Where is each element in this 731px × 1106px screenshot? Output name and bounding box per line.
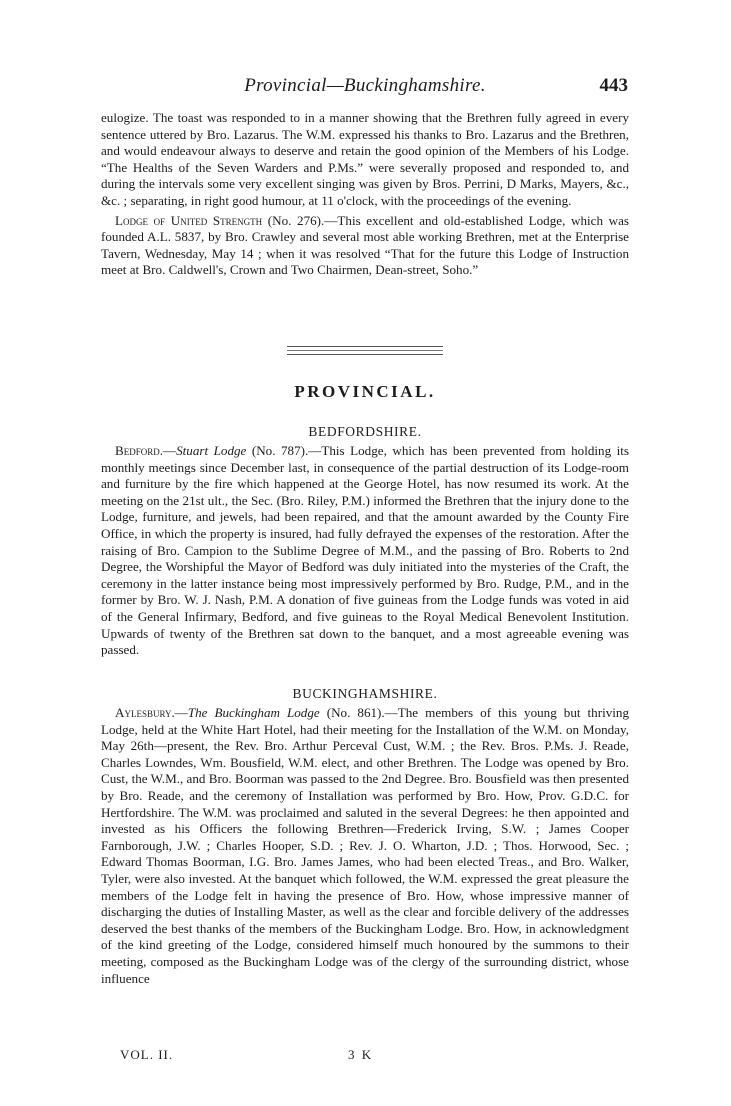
lodge-name: Stuart Lodge: [176, 443, 247, 458]
page-footer: [120, 1047, 600, 1065]
running-title: Provincial—Buckinghamshire.: [244, 75, 486, 96]
buckinghamshire-report: [101, 705, 629, 987]
paragraph-body: (No. 861).—The members of this young but thriving Lodge, held at the White Hart Hotel, had their meeting for the Installation of the W.M. on Monday, May 26th—present, the Rev. Bro. Arthur Perceval Cust, W.M. ; the Rev. Bros. P.Ms. J. Reade, Charles Lowndes, Wm. Bousfield, W.M. elect, and other Brethren. The Lodge was opened by Bro. Cust, the W.M., and Bro. Boorman was passed to the 2nd Degree. Bro. Bousfield was then presented by Bro. Reade, and the ceremony of Installation was performed by Bro. How, Prov. G.D.C. for Hertfordshire. The W.M. was proclaimed and saluted in the several Degrees: he then appointed and invested as his Officers the following Brethren—Frederick Irving, S.W. ; James Cooper Farnborough, J.W. ; Charles Hooper, S.D. ; Rev. J. O. Wharton, J.D. ; Thos. Horwood, Sec. ; Edward Thomas Boorman, I.G. Bro. James James, who had been elected Treas., and Bro. Walker, Tyler, were also invested. At the banquet which followed, the W.M. expressed the great pleasure the members of the Lodge felt in having the presence of Bro. How, whose impressive manner of discharging the duties of Installing Master, as well as the clear and forcible delivery of the addresses deserved the best thanks of the members of the Buckingham Lodge. Bro. How, in acknowledgment of the kind greeting of the Lodge, considered himself much honoured by the summons to their meeting, composed as the Buckingham Lodge was of the clergy of the surrounding district, whose influence: [101, 705, 629, 986]
continued-report: [101, 110, 629, 279]
county-heading-bedfordshire: BEDFORDSHIRE.: [308, 424, 422, 439]
signature-mark: 3 K: [348, 1047, 374, 1062]
page-number: 443: [599, 75, 628, 96]
place-lead: Bedford.: [115, 443, 164, 458]
paragraph-body: (No. 787).—This Lodge, which has been prevented from holding its monthly meetings since December last, in consequence of the partial destruction of its Lodge-room and furniture by the fire which happened at the George Hotel, has now resumed its work. At the meeting on the 21st ult., the Sec. (Bro. Riley, P.M.) informed the Brethren that the injury done to the Lodge, furniture, and jewels, had been repaired, and that the amount awarded by the County Fire Office, in which the property is insured, had fully defrayed the expenses of the restoration. After the raising of Bro. Campion to the Sublime Degree of M.M., and the passing of Bro. Roberts to 2nd Degree, the Worshipful the Mayor of Bedford was duly initiated into the mysteries of the Craft, the ceremony in the latter instance being most impressively performed by Bro. Rudge, P.M., and in the former by Bro. W. J. Nash, P.M. A donation of five guineas from the Lodge funds was voted in aid of the General Infirmary, Bedford, and five guineas to the Royal Medical Benevolent Institution. Upwards of twenty of the Brethren sat down to the banquet, and a most agreeable evening was passed.: [101, 443, 629, 658]
paragraph-body: (No. 276).—This excellent and old-established Lodge, which was founded A.L. 5837, by Bro. Crawley and several most able working Brethren, met at the Enterprise Tavern, Wednesday, May 14 ; when it was resolved “That for the future this Lodge of Instruction meet at Bro. Caldwell's, Crown and Two Chairmen, Dean-street, Soho.”: [101, 212, 629, 278]
county-heading-buckinghamshire: BUCKINGHAMSHIRE.: [292, 686, 438, 701]
place-lead: Aylesbury.: [115, 705, 175, 720]
paragraph-eulogize: eulogize. The toast was responded to in a manner showing that the Brethren fully agreed in every sentence uttered by Bro. Lazarus. The W.M. expressed his thanks to Bro. Lazarus and the Brethren, and would endeavour always to deserve and retain the good opinion of the Members of his Lodge. “The Healths of the Seven Warders and P.Ms.” were severally proposed and responded to, and during the intervals some very excellent singing was given by Bros. Perrini, D Marks, Mayers, &c., &c. ; separating, in right good humour, at 11 o'clock, with the proceedings of the evening.: [101, 110, 629, 208]
paragraph-lodge-united-strength: [101, 213, 629, 279]
page-header: [100, 75, 630, 101]
lodge-name: The Buckingham Lodge: [187, 705, 320, 720]
volume-label: VOL. II.: [120, 1047, 174, 1062]
lodge-name-lead: Lodge of United Strength: [115, 212, 263, 228]
paragraph-aylesbury: Aylesbury.—The Buckingham Lodge (No. 861).—The members of this young but thriving Lodge, held at the White Hart Hotel, had their meeting for the Installation of the W.M. on Monday, May 26th—present, the Rev. Bro. Arthur Perceval Cust, W.M. ; the Rev. Bros. P.Ms. J. Reade, Charles Lowndes, Wm. Bousfield, W.M. elect, and other Brethren. The Lodge was opened by Bro. Cust, the W.M., and Bro. Boorman was passed to the 2nd Degree. Bro. Bousfield was then presented by Bro. Reade, and the ceremony of Installation was performed by Bro. How, Prov. G.D.C. for Hertfordshire. The W.M. was proclaimed and saluted in the several Degrees: he then appointed and invested as his Officers the following Brethren—Frederick Irving, S.W. ; James Cooper Farnborough, J.W. ; Charles Hooper, S.D. ; Rev. J. O. Wharton, J.D. ; Thos. Horwood, Sec. ; Edward Thomas Boorman, I.G. Bro. James James, who had been elected Treas., and Bro. Walker, Tyler, were also invested. At the banquet which followed, the W.M. expressed the great pleasure the members of the Lodge felt in having the presence of Bro. How, whose impressive manner of discharging the duties of Installing Master, as well as the clear and forcible delivery of the addresses deserved the best thanks of the members of the Buckingham Lodge. Bro. How, in acknowledgment of the kind greeting of the Lodge, considered himself much honoured by the summons to their meeting, composed as the Buckingham Lodge was of the clergy of the surrounding district, whose influence: [101, 705, 629, 986]
paragraph-bedford: Bedford.—Stuart Lodge (No. 787).—This Lodge, which has been prevented from holding its monthly meetings since December last, in consequence of the partial destruction of its Lodge-room and furniture by the fire which happened at the George Hotel, has now resumed its work. At the meeting on the 21st ult., the Sec. (Bro. Riley, P.M.) informed the Brethren that the injury done to the Lodge, furniture, and jewels, had been repaired, and that the amount awarded by the County Fire Office, in which the property is insured, had fully defrayed the expenses of the restoration. After the raising of Bro. Campion to the Sublime Degree of M.M., and the passing of Bro. Roberts to 2nd Degree, the Worshipful the Mayor of Bedford was duly initiated into the mysteries of the Craft, the ceremony in the latter instance being most impressively performed by Bro. Rudge, P.M., and in the former by Bro. W. J. Nash, P.M. A donation of five guineas from the Lodge funds was voted in aid of the General Infirmary, Bedford, and five guineas to the Royal Medical Benevolent Institution. Upwards of twenty of the Brethren sat down to the banquet, and a most agreeable evening was passed.: [101, 443, 629, 658]
section-title: PROVINCIAL.: [294, 382, 436, 401]
section-divider: [287, 346, 443, 355]
bedfordshire-report: [101, 443, 629, 659]
